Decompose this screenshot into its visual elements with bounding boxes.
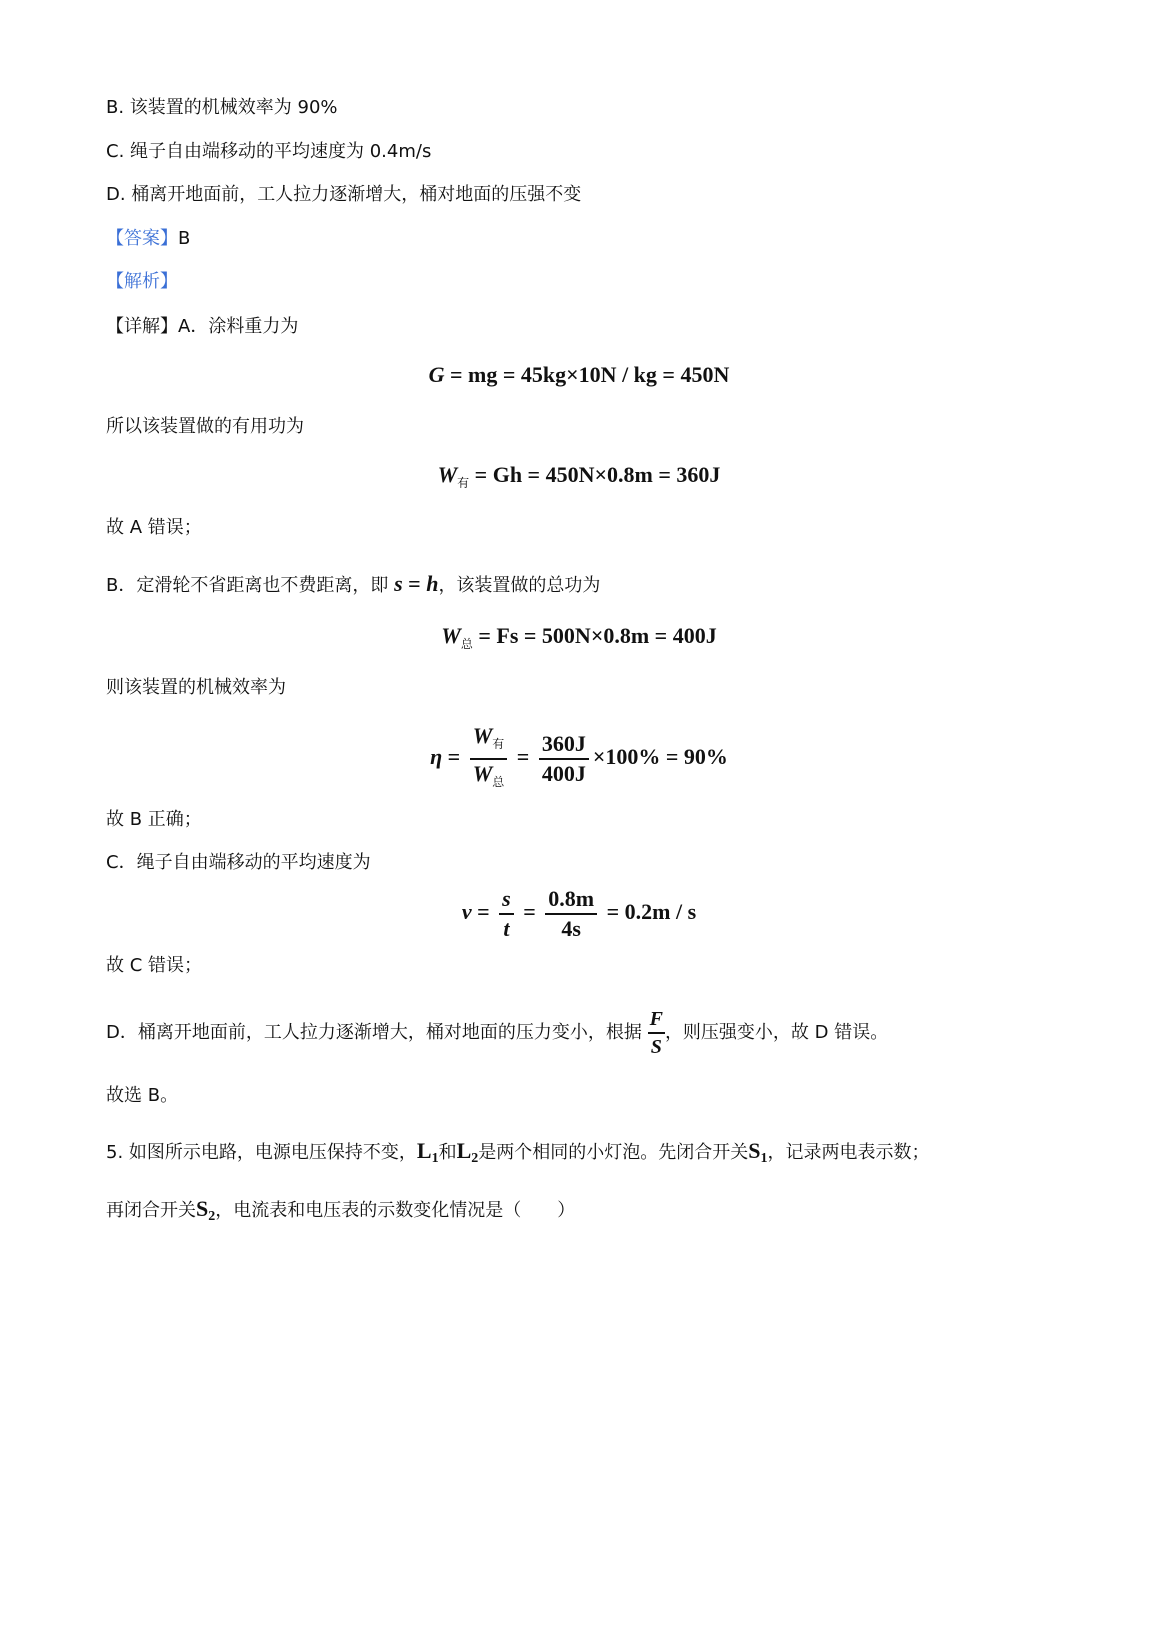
answer-line	[106, 227, 190, 251]
final-choice: 故选 B。	[106, 1085, 179, 1106]
detail-label: 【详解】	[106, 316, 178, 337]
answer-value: B	[178, 228, 191, 249]
formula-total-work: $W_总 = Fs = 500N\times 0.8m = 400J$	[441, 623, 717, 651]
b-conclusion: 故 B 正确；	[106, 809, 202, 830]
answer-label: 【答案】	[106, 228, 178, 249]
a-conclusion: 故 A 错误；	[106, 517, 202, 538]
option-d: D. 桶离开地面前，工人拉力逐渐增大，桶对地面的压强不变	[106, 184, 582, 205]
formula-speed: v = $\frac{s}{t}$ = $\frac{0.8m}{4s}$ = 0.2m / s	[461, 886, 697, 941]
formula-useful-work: $W_有 = Gh = 450N\times 0.8m = 360J$	[437, 462, 721, 490]
analysis-label: 【解析】	[106, 271, 178, 292]
efficiency-fraction-1: $\frac{W_有}{W_总}$	[470, 722, 508, 796]
option-b: B. 该装置的机械效率为 90%	[106, 97, 338, 118]
b-intro: B．定滑轮不省距离也不费距离，即 s = h，该装置做的总功为	[106, 571, 601, 596]
d-text: D．桶离开地面前，工人拉力逐渐增大，桶对地面的压力变小，根据 $\frac{F}{S}$ ，则压强变小，故 D 错误。	[106, 1008, 889, 1058]
c-conclusion: 故 C 错误；	[106, 955, 203, 976]
option-c: C. 绳子自由端移动的平均速度为 0.4m/s	[106, 141, 432, 162]
formula-efficiency: η = $\frac{W_有}{W_总}$ = $\frac{360J}{400J}$ ×100% = 90%	[0, 722, 1158, 796]
speed-fraction-2: $\frac{0.8m}{4s}$	[545, 885, 597, 943]
efficiency-text: 则该装置的机械效率为	[106, 677, 286, 698]
c-intro: C．绳子自由端移动的平均速度为	[106, 852, 371, 873]
question-5-line-1: 5. 如图所示电路，电源电压保持不变，L1和L2是两个相同的小灯泡。先闭合开关S1，记录两电表示数；	[106, 1138, 930, 1166]
detail-a-intro: 【详解】A．涂料重力为	[106, 316, 299, 337]
useful-work-text: 所以该装置做的有用功为	[106, 416, 304, 437]
efficiency-fraction-2: $\frac{360J}{400J}$	[539, 730, 589, 788]
speed-fraction-1: $\frac{s}{t}$	[499, 885, 514, 943]
formula-gravity: G = mg = 45kg×10N / kg = 450N	[428, 362, 730, 387]
pressure-formula: $\frac{F}{S}$	[649, 1008, 663, 1058]
question-5-line-2: 再闭合开关S2，电流表和电压表的示数变化情况是（ ）	[106, 1196, 576, 1224]
